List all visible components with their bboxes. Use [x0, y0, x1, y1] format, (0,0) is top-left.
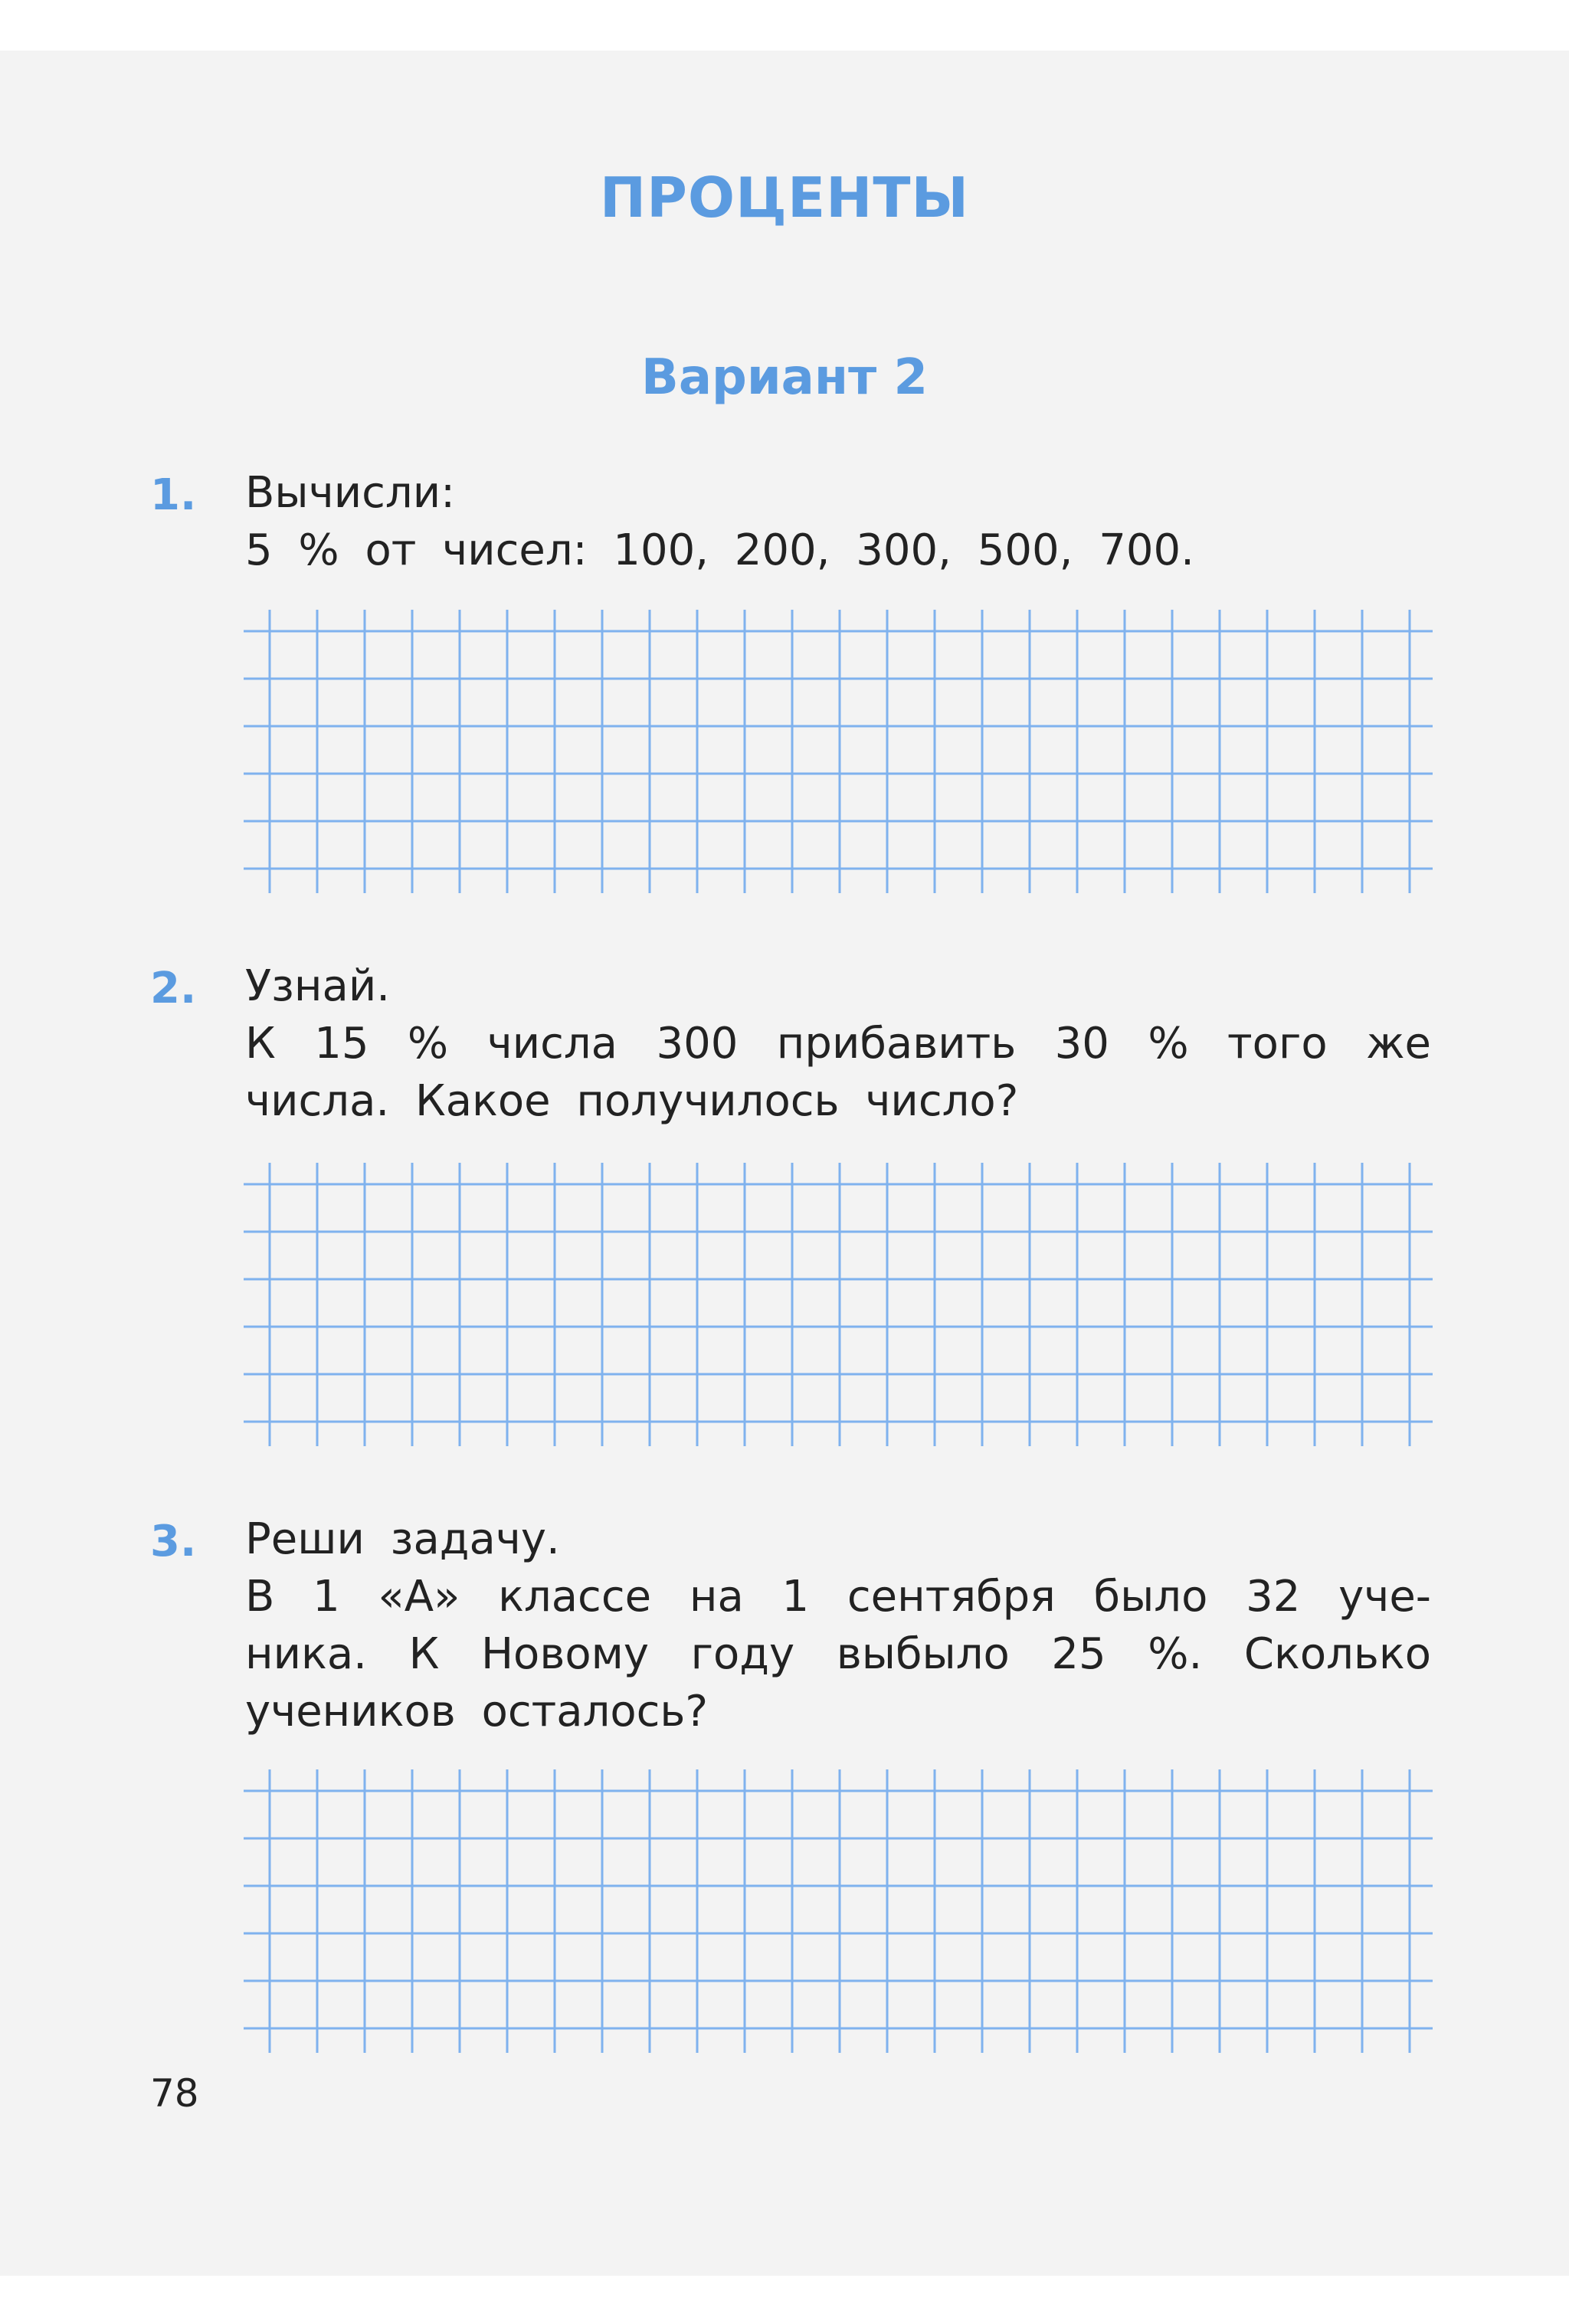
task-3-line-3: ника. К Новому году выбыло 25 %. Сколько — [245, 1629, 1431, 1679]
task-2-line-3: числа. Какое получилось число? — [245, 1076, 1019, 1126]
page-title: ПРОЦЕНТЫ — [599, 165, 970, 230]
task-3-line-1: Реши задачу. — [245, 1514, 560, 1564]
task-3-number: 3. — [150, 1517, 197, 1566]
task-2-text — [245, 957, 1431, 1130]
task-1-answer-grid[interactable] — [244, 610, 1433, 893]
task-3-line-4: учеников осталось? — [245, 1687, 709, 1736]
task-3-answer-grid[interactable] — [244, 1769, 1433, 2053]
task-2-line-1: Узнай. — [245, 961, 391, 1011]
variant-heading: Вариант 2 — [641, 349, 928, 406]
task-1-line-2: 5 % от чисел: 100, 200, 300, 500, 700. — [245, 525, 1194, 575]
task-3-text — [245, 1511, 1431, 1740]
task-3-line-2: В 1 «А» классе на 1 сентября было 32 уче- — [245, 1572, 1431, 1622]
workbook-page — [0, 51, 1569, 2276]
task-1-text — [245, 464, 1431, 579]
task-2-line-2: К 15 % числа 300 прибавить 30 % того же — [245, 1019, 1431, 1069]
task-2-number: 2. — [150, 964, 197, 1013]
task-2-answer-grid[interactable] — [244, 1163, 1433, 1446]
task-1-number: 1. — [150, 470, 197, 520]
task-1-line-1: Вычисли: — [245, 468, 455, 518]
page-number: 78 — [150, 2071, 199, 2116]
